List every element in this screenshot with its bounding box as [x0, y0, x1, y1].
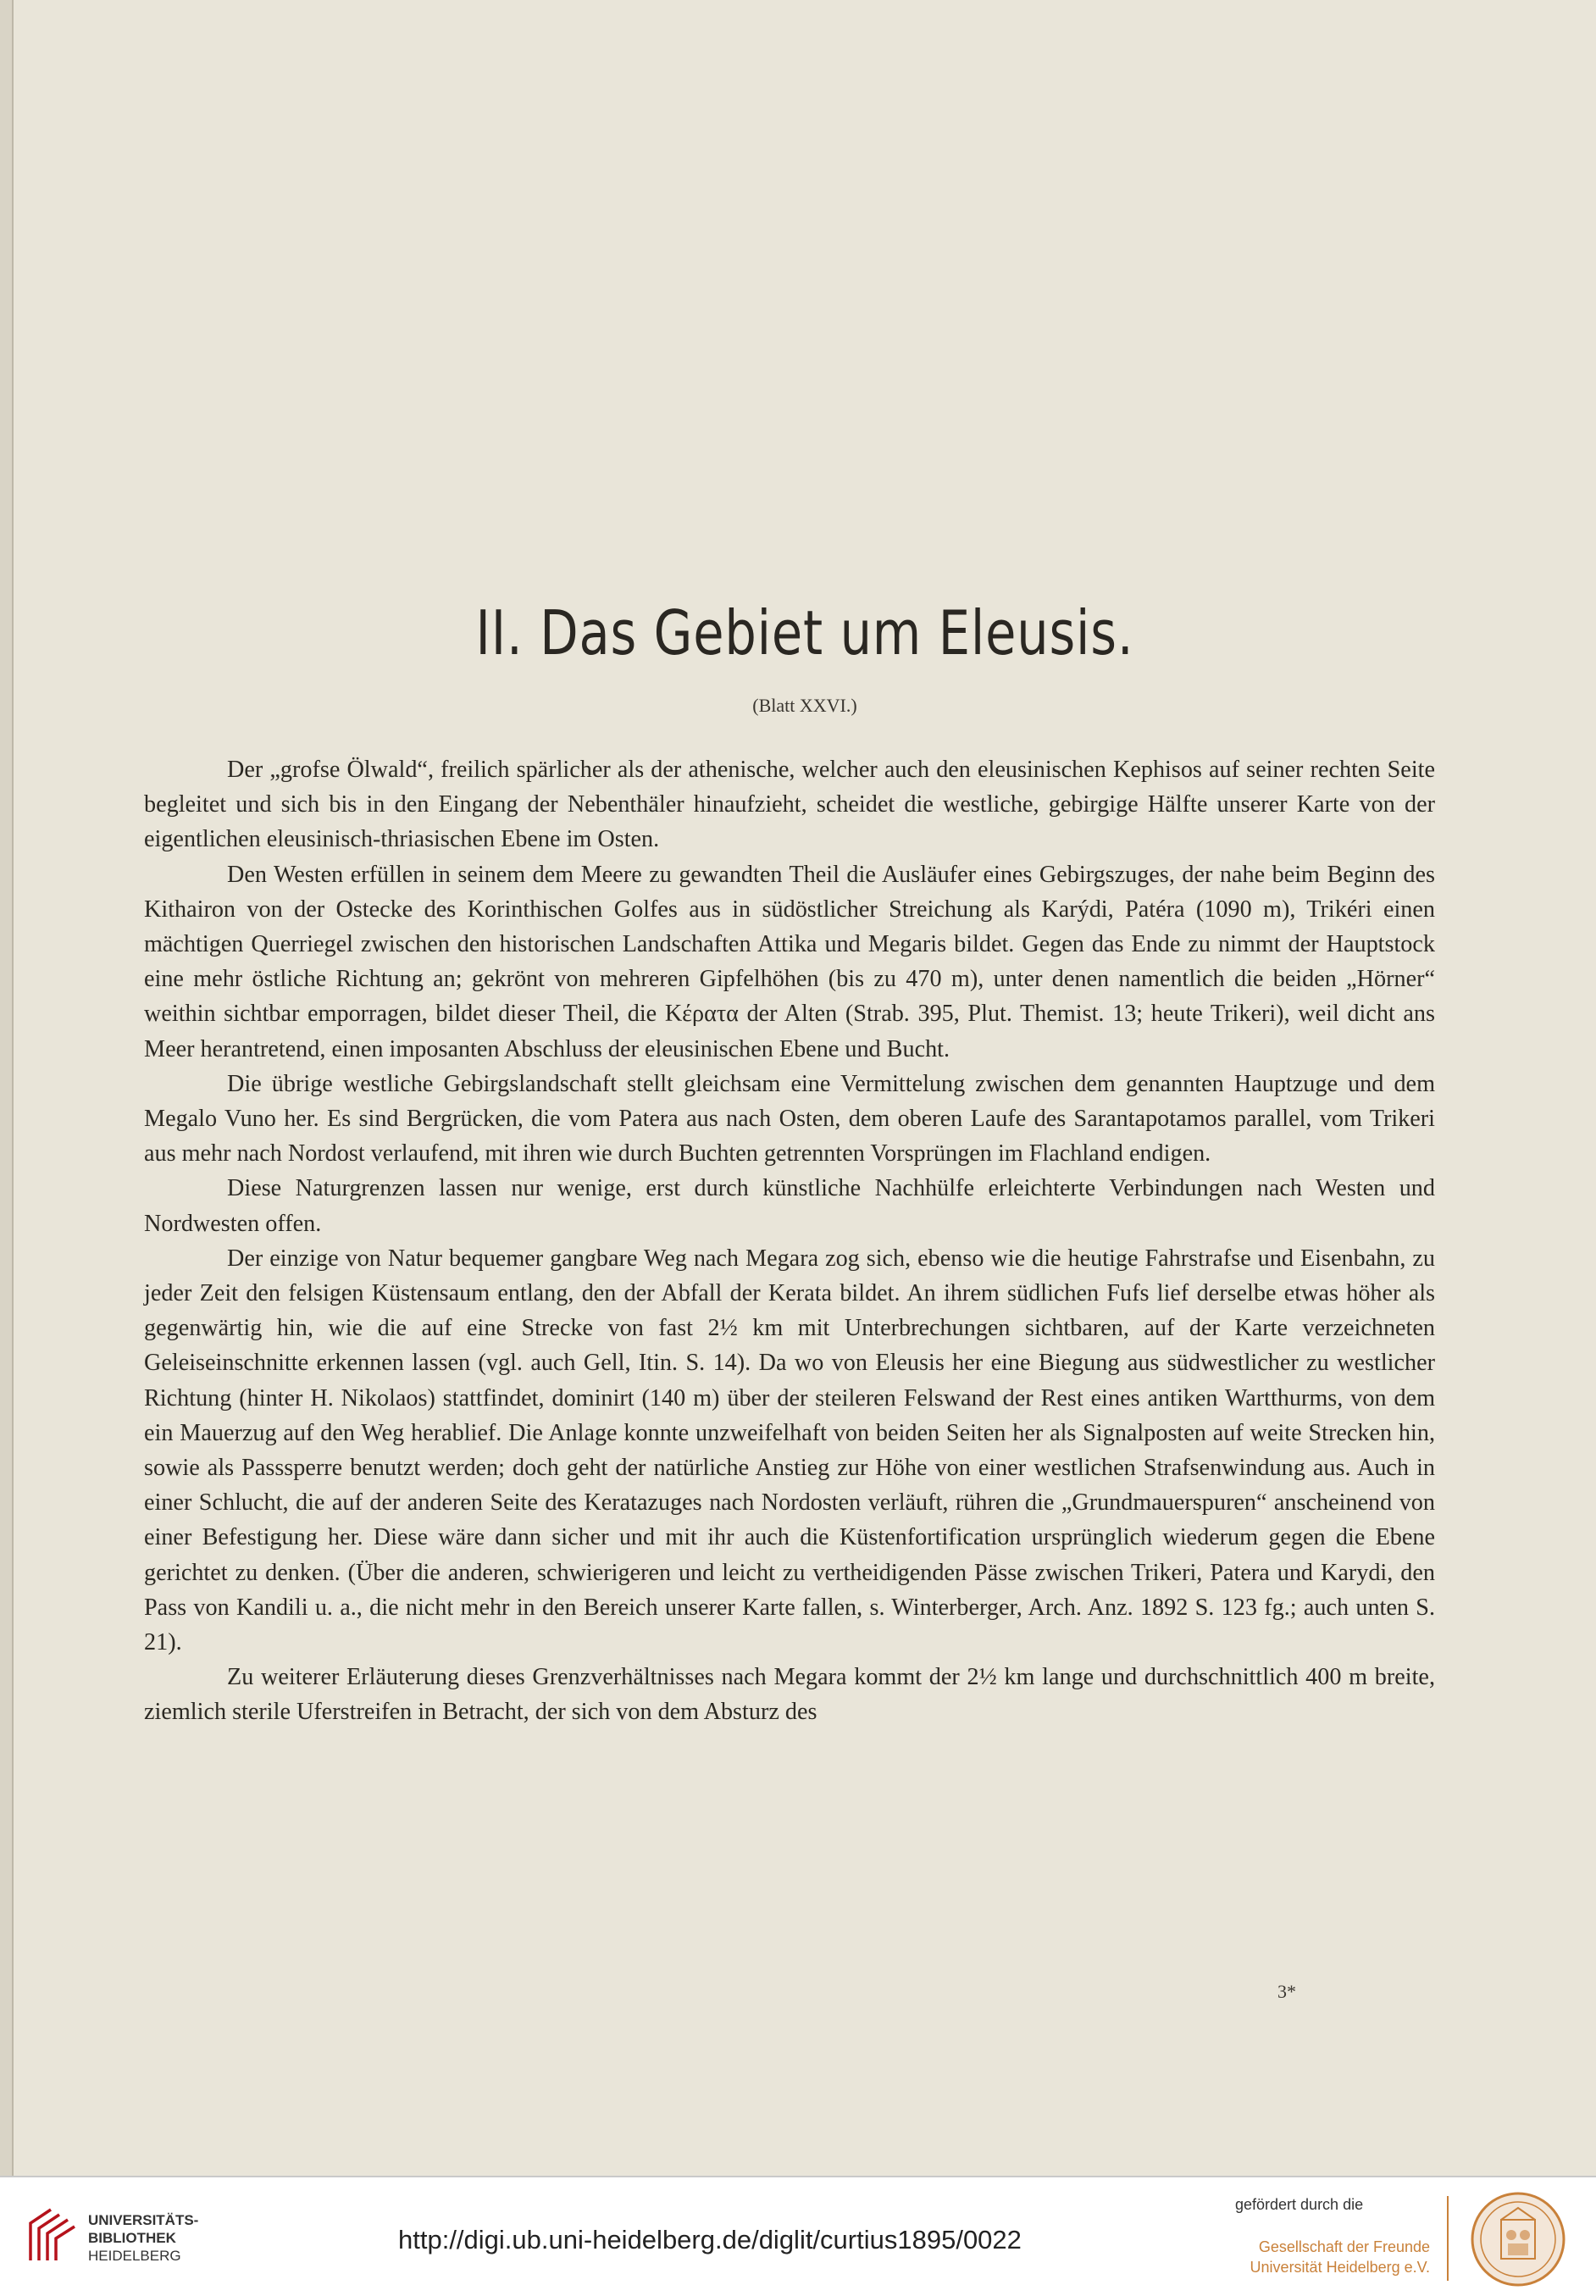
library-logo-icon [25, 2204, 76, 2265]
page-number: 3* [1277, 1981, 1296, 2002]
sponsor-name: Gesellschaft der Freunde Universität Heidelberg e.V. [1250, 2238, 1430, 2276]
chapter-subtitle: (Blatt XXVI.) [752, 695, 857, 716]
paragraph: Zu weiterer Erläuterung dieses Grenzverhältnisses nach Megara kommt der 2½ km lange und durchschnittlich 400 m breite, ziemlich sterile Uferstreifen in Betracht, der sich von dem Absturz des [144, 1664, 1435, 1726]
scanned-page [12, 0, 1596, 2176]
paragraph: Den Westen erfüllen in seinem dem Meere zu gewandten Theil die Ausläufer eines Gebirgszuges, der nahe beim Beginn des Kithairon von der Ostecke des Korinthischen Golfes aus in südöstlicher Streichung als Karýdi, Patéra (1090 m), Trikéri einen mächtigen Querriegel zwischen den historischen Landschaften Attika und Megaris bildet. Gegen das Ende zu nimmt der Hauptstock eine mehr östliche Richtung an; gekrönt von mehreren Gipfelhöhen (bis zu 470 m), unter denen namentlich die beiden „Hörner“ weithin sichtbar emporragen, bildet dieser Theil, die Κέρατα der Alten (Strab. 395, Plut. Themist. 13; heute Trikeri), weil dicht ans Meer herantretend, einen imposanten Abschluss der eleusinischen Ebene und Bucht. [144, 861, 1435, 1062]
permalink-url[interactable]: http://digi.ub.uni-heidelberg.de/diglit/curtius1895/0022 [398, 2225, 1022, 2254]
paragraph: Diese Naturgrenzen lassen nur wenige, erst durch künstliche Nachhülfe erleichterte Verbindungen nach Westen und Nordwesten offen. [144, 1175, 1435, 1237]
body-text [144, 752, 1435, 1730]
paragraph: Der „grofse Ölwald“, freilich spärlicher als der athenische, welcher auch den eleusinischen Kephisos auf seiner rechten Seite begleitet und sich bis in den Eingang der Nebenthäler hinaufzieht, scheidet die westliche, gebirgige Hälfte unserer Karte von der eigentlichen eleusinisch-thriasischen Ebene im Osten. [144, 757, 1435, 853]
chapter-title: II. Das Gebiet um Eleusis. [475, 597, 1134, 668]
paragraph: Der einzige von Natur bequemer gangbare Weg nach Megara zog sich, ebenso wie die heutige Fahrstrafse und Eisenbahn, zu jeder Zeit den felsigen Küstensaum entlang, den der Abfall der Kerata bildet. An ihrem südlichen Fufs lief derselbe etwas höher als gegenwärtig hin, wie die auf eine Strecke von fast 2½ km mit Unterbrechungen sichtbaren, auf der Karte verzeichneten Geleiseinschnitte erkennen lassen (vgl. auch Gell, Itin. S. 14). Da wo von Eleusis her eine Biegung aus südwestlicher zu westlicher Richtung (hinter H. Nikolaos) stattfindet, dominirt (140 m) über der steileren Felswand der Rest eines antiken Wartthurms, von dem ein Mauerzug auf den Weg herablief. Die Anlage konnte unzweifelhaft von beiden Seiten her als Signalposten auf weite Strecken hin, sowie als Passsperre benutzt werden; doch geht der natürliche Anstieg zur Höhe von einer westlichen Strafsenwindung aus. Auch in einer Schlucht, die auf der anderen Seite des Keratazuges nach Nordosten verläuft, rühren die „Grundmauerspuren“ anscheinend von einer Befestigung her. Diese wäre dann sicher und mit ihr auch die Küstenfortification ursprünglich wiederum gegen die Ebene gerichtet zu denken. (Über die anderen, schwierigeren und leicht zu vertheidigenden Pässe zwischen Trikeri, Patera und Karydi, den Pass von Kandili u. a., die nicht mehr in den Bereich unserer Karte fallen, s. Winterberger, Arch. Anz. 1892 S. 123 fg.; auch unten S. 21). [144, 1245, 1435, 1656]
footer-bar [0, 2176, 1596, 2296]
library-name: UNIVERSITÄTS- BIBLIOTHEK HEIDELBERG [88, 2212, 199, 2264]
divider [1447, 2196, 1449, 2281]
paragraph: Die übrige westliche Gebirgslandschaft stellt gleichsam eine Vermittelung zwischen dem genannten Hauptzuge und dem Megalo Vuno her. Es sind Bergrücken, die vom Patera aus nach Osten, dem oberen Laufe des Sarantapotamos parallel, vom Trikeri aus mehr nach Nordost verlaufend, mit ihren wie durch Buchten getrennten Vorsprüngen im Flachland endigen. [144, 1070, 1435, 1167]
university-seal-icon [1464, 2189, 1572, 2289]
sponsor-label: gefördert durch die [1235, 2196, 1364, 2213]
